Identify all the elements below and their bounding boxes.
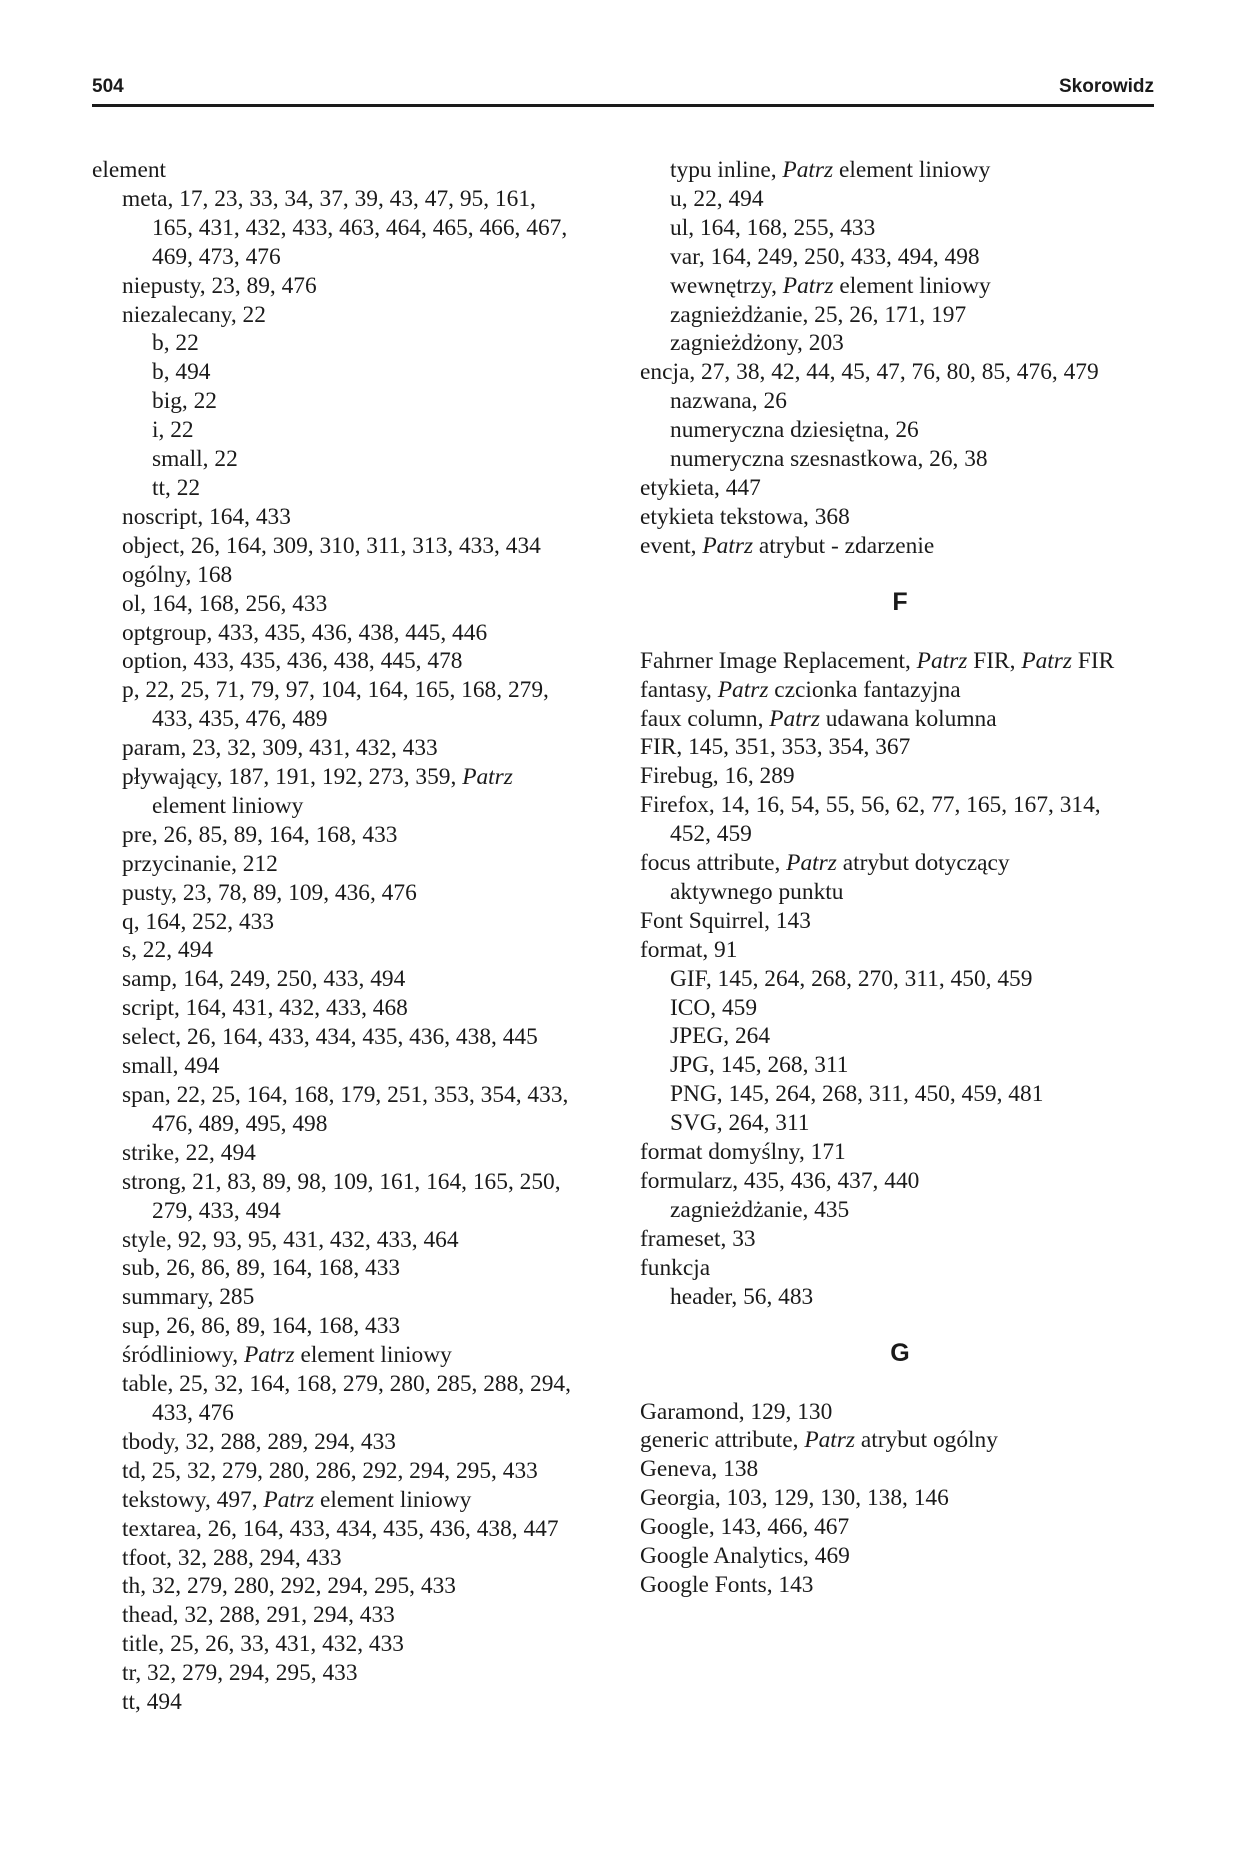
index-entry: nazwana, 26 xyxy=(670,388,787,415)
index-entry: tbody, 32, 288, 289, 294, 433 xyxy=(122,1428,396,1455)
index-entry: style, 92, 93, 95, 431, 432, 433, 464 xyxy=(122,1226,459,1253)
index-entry: noscript, 164, 433 xyxy=(122,503,291,530)
index-entry: small, 22 xyxy=(152,446,238,473)
index-entry: tekstowy, 497, Patrz element liniowy xyxy=(122,1486,472,1513)
index-entry: SVG, 264, 311 xyxy=(670,1110,810,1137)
index-entry: pływający, 187, 191, 192, 273, 359, Patrz element liniowy xyxy=(122,764,513,819)
index-entry: Fahrner Image Replacement, Patrz FIR, Patrz FIR xyxy=(640,647,1115,674)
index-entry: frameset, 33 xyxy=(640,1225,756,1252)
index-entry: th, 32, 279, 280, 292, 294, 295, 433 xyxy=(122,1573,456,1600)
index-entry: b, 22 xyxy=(152,330,199,357)
index-entry: zagnieżdżanie, 435 xyxy=(670,1196,850,1223)
page-number: 504 xyxy=(92,76,124,97)
index-entry: pre, 26, 85, 89, 164, 168, 433 xyxy=(122,821,398,848)
section-title: Skorowidz xyxy=(1058,76,1154,97)
index-entry: etykieta, 447 xyxy=(640,474,761,501)
index-entry: funkcja xyxy=(640,1254,711,1281)
index-entry: element xyxy=(92,157,167,183)
index-entry: event, Patrz atrybut - zdarzenie xyxy=(640,532,935,559)
index-entry: zagnieżdżanie, 25, 26, 171, 197 xyxy=(670,301,967,328)
index-entry: etykieta tekstowa, 368 xyxy=(640,503,850,530)
index-entry: header, 56, 483 xyxy=(670,1283,814,1310)
index-column-right xyxy=(640,156,1160,1600)
index-entry: Google Fonts, 143 xyxy=(640,1571,814,1598)
index-entry: b, 494 xyxy=(152,359,211,386)
index-entry: numeryczna dziesiętna, 26 xyxy=(670,417,919,444)
index-entry: Font Squirrel, 143 xyxy=(640,907,811,934)
index-entry: thead, 32, 288, 291, 294, 433 xyxy=(122,1602,395,1629)
index-entry: faux column, Patrz udawana kolumna xyxy=(640,705,997,732)
index-entry: GIF, 145, 264, 268, 270, 311, 450, 459 xyxy=(670,965,1033,992)
index-entry: Garamond, 129, 130 xyxy=(640,1398,833,1425)
index-entry: select, 26, 164, 433, 434, 435, 436, 438, 445 xyxy=(122,1024,538,1051)
index-entry: title, 25, 26, 33, 431, 432, 433 xyxy=(122,1631,404,1658)
index-entry: tt, 494 xyxy=(122,1689,182,1716)
index-entry: sub, 26, 86, 89, 164, 168, 433 xyxy=(122,1255,401,1282)
index-entry: fantasy, Patrz czcionka fantazyjna xyxy=(640,676,961,703)
index-entry: s, 22, 494 xyxy=(122,937,213,964)
index-entry: typu inline, Patrz element liniowy xyxy=(670,157,991,183)
index-column-left xyxy=(92,156,612,1717)
index-entry: niezalecany, 22 xyxy=(122,301,266,328)
index-entry: ul, 164, 168, 255, 433 xyxy=(670,214,876,241)
index-entry: object, 26, 164, 309, 310, 311, 313, 433, 434 xyxy=(122,532,541,559)
index-entry: option, 433, 435, 436, 438, 445, 478 xyxy=(122,648,463,675)
index-entry: ol, 164, 168, 256, 433 xyxy=(122,590,328,617)
index-entry: ICO, 459 xyxy=(670,994,758,1021)
index-entry: format, 91 xyxy=(640,936,738,963)
index-entry: textarea, 26, 164, 433, 434, 435, 436, 438, 447 xyxy=(122,1515,559,1542)
index-entry: meta, 17, 23, 33, 34, 37, 39, 43, 47, 95, 161, 165, 431, 432, 433, 463, 464, 465, 466, 467, 469, 473, 476 xyxy=(122,185,568,270)
index-entry: summary, 285 xyxy=(122,1284,255,1311)
index-entry: Geneva, 138 xyxy=(640,1456,759,1483)
index-entry: var, 164, 249, 250, 433, 494, 498 xyxy=(670,243,980,270)
index-entry: JPEG, 264 xyxy=(670,1023,771,1050)
index-entry: zagnieżdżony, 203 xyxy=(670,330,844,357)
index-entry: PNG, 145, 264, 268, 311, 450, 459, 481 xyxy=(670,1081,1044,1108)
index-entry: small, 494 xyxy=(122,1053,220,1080)
index-entry: FIR, 145, 351, 353, 354, 367 xyxy=(640,734,911,761)
index-entry: Georgia, 103, 129, 130, 138, 146 xyxy=(640,1485,949,1512)
index-entry: optgroup, 433, 435, 436, 438, 445, 446 xyxy=(122,619,488,646)
index-entry: tr, 32, 279, 294, 295, 433 xyxy=(122,1660,358,1687)
index-entry: Firefox, 14, 16, 54, 55, 56, 62, 77, 165, 167, 314, 452, 459 xyxy=(640,792,1101,848)
index-entry: big, 22 xyxy=(152,388,217,415)
index-entry: strong, 21, 83, 89, 98, 109, 161, 164, 165, 250, 279, 433, 494 xyxy=(122,1168,561,1224)
index-entry: Google, 143, 466, 467 xyxy=(640,1514,850,1541)
index-entry: niepusty, 23, 89, 476 xyxy=(122,272,317,299)
index-entry: encja, 27, 38, 42, 44, 45, 47, 76, 80, 85, 476, 479 xyxy=(640,359,1099,386)
index-entry: table, 25, 32, 164, 168, 279, 280, 285, 288, 294, 433, 476 xyxy=(122,1371,571,1426)
index-entry: p, 22, 25, 71, 79, 97, 104, 164, 165, 168, 279, 433, 435, 476, 489 xyxy=(122,677,549,733)
index-entry: param, 23, 32, 309, 431, 432, 433 xyxy=(122,735,438,762)
index-entry: generic attribute, Patrz atrybut ogólny xyxy=(640,1427,998,1454)
page-header xyxy=(92,76,1154,107)
index-entry: format domyślny, 171 xyxy=(640,1139,846,1166)
index-entry: u, 22, 494 xyxy=(670,185,764,212)
index-entry: i, 22 xyxy=(152,417,194,444)
index-entry: formularz, 435, 436, 437, 440 xyxy=(640,1168,920,1194)
index-entry: q, 164, 252, 433 xyxy=(122,908,275,935)
index-entry: tfoot, 32, 288, 294, 433 xyxy=(122,1544,342,1571)
index-entry: td, 25, 32, 279, 280, 286, 292, 294, 295, 433 xyxy=(122,1457,538,1484)
index-entry: numeryczna szesnastkowa, 26, 38 xyxy=(670,446,988,473)
index-entry: Firebug, 16, 289 xyxy=(640,763,795,790)
index-entry: ogólny, 168 xyxy=(122,561,233,588)
index-entry: sup, 26, 86, 89, 164, 168, 433 xyxy=(122,1313,401,1340)
index-entry: wewnętrzy, Patrz element liniowy xyxy=(670,272,991,299)
index-letter-heading: G xyxy=(890,1338,910,1367)
index-entry: samp, 164, 249, 250, 433, 494 xyxy=(122,966,406,993)
index-entry: pusty, 23, 78, 89, 109, 436, 476 xyxy=(122,879,417,906)
index-entry: tt, 22 xyxy=(152,474,201,501)
index-entry: span, 22, 25, 164, 168, 179, 251, 353, 354, 433, 476, 489, 495, 498 xyxy=(122,1082,569,1137)
index-entry: script, 164, 431, 432, 433, 468 xyxy=(122,995,408,1022)
index-entry: strike, 22, 494 xyxy=(122,1139,256,1166)
index-entry: focus attribute, Patrz atrybut dotyczący aktywnego punktu xyxy=(640,850,1010,905)
index-letter-heading: F xyxy=(892,587,908,616)
index-entry: Google Analytics, 469 xyxy=(640,1543,850,1570)
index-entry: JPG, 145, 268, 311 xyxy=(670,1052,849,1079)
index-entry: przycinanie, 212 xyxy=(122,850,278,877)
index-entry: śródliniowy, Patrz element liniowy xyxy=(122,1342,452,1369)
